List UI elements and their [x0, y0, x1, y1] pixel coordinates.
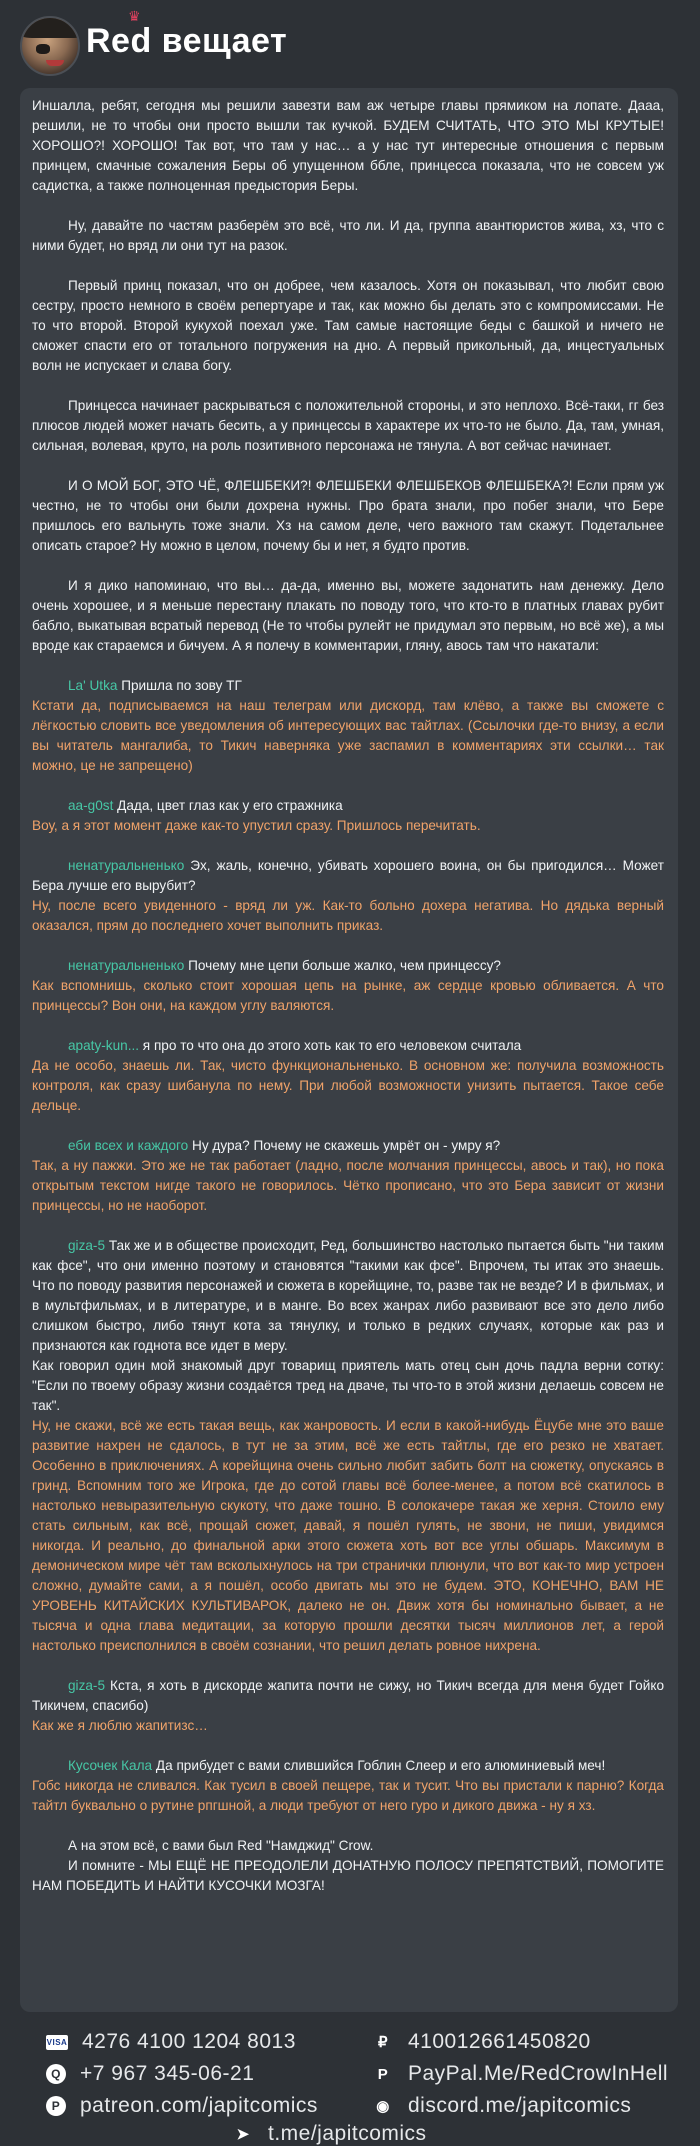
comment-block	[32, 1236, 664, 1656]
card-number: 4276 4100 1204 8013	[82, 2030, 296, 2053]
paypal-link[interactable]: PayPal.Me/RedCrowInHell	[408, 2062, 669, 2085]
comment-username: ненатуральненько	[68, 958, 185, 973]
comment-block	[32, 1136, 664, 1216]
comment-reply: Так, а ну пажжи. Это же не так работает (ладно, после молчания принцессы, авось и так), но пока открытым текстом нигде такого не говорилось. Чётко прописано, что это Бера зависит от жизни принцессы, но не наоборот.	[32, 1158, 664, 1213]
post-card	[20, 88, 678, 2012]
qiwi-icon: Q	[46, 2064, 66, 2084]
yoomoney-number: 410012661450820	[408, 2030, 591, 2053]
telegram-icon: ➤	[236, 2126, 250, 2143]
closing-appeal: И помните - МЫ ЕЩЁ НЕ ПРЕОДОЛЕЛИ ДОНАТНУЮ ПОЛОСУ ПРЕПЯТСТВИЙ, ПОМОГИТЕ НАМ ПОБЕДИТЬ И НАЙТИ КУСОЧКИ МОЗГА!	[32, 1858, 664, 1893]
patreon-link[interactable]: patreon.com/japitcomics	[80, 2094, 318, 2117]
closing-signature: А на этом всё, с вами был Red "Намджид" Crow.	[68, 1838, 374, 1853]
footer	[0, 2020, 700, 2146]
comment-text: giza-5 Кста, я хоть в дискорде жапита почти не сижу, но Тикич всегда для меня будет Гойко Тикичем, спасибо)	[32, 1678, 664, 1713]
comment-username: giza-5	[68, 1238, 106, 1253]
post-paragraph: Первый принц показал, что он добрее, чем казалось. Хотя он показывал, что любит свою сестру, просто немного в своём репертуаре и так, как можно бы делать это с компромиссами. Не то что второй. Второй кукухой поехал уже. Там самые настоящие беды с башкой и ничего не сможет спасти его от тотального погружения на дно. А первый прикольный, да, инцестуальных волн не испускает и слава богу.	[32, 278, 664, 373]
comment-reply: Воу, а я этот момент даже как-то упустил сразу. Пришлось перечитать.	[32, 818, 481, 833]
paypal-icon: P	[377, 2065, 389, 2083]
comment-username: giza-5	[68, 1678, 106, 1693]
card-number-row	[46, 2028, 296, 2056]
comment-reply: Да не особо, знаешь ли. Так, чисто функциональненько. В основном же: получила возможность контроля, как сразу шибанула по нему. При любой возможности унизить пытается. Такое себе дельце.	[32, 1058, 664, 1113]
comment-reply: Как вспомнишь, сколько стоит хорошая цепь на рынке, аж сердце кровью обливается. А что принцессы? Вон они, на каждом углу валяются.	[32, 978, 664, 1013]
comment-text-extra: Как говорил один мой знакомый друг товарищ приятель мать отец сын дочь падла верни сотку: "Если по твоему образу жизни создаётся тред на дваче, ты что-то в этой жизни делаешь совсем не так".	[32, 1358, 664, 1413]
paypal-row[interactable]	[372, 2060, 668, 2088]
comment-text: apaty-kun... я про то что она до этого хоть как то его человеком считала	[68, 1038, 522, 1053]
comment-block	[32, 676, 664, 776]
post-paragraph: Иншалла, ребят, сегодня мы решили завезти вам аж четыре главы прямиком на лопате. Дааа, решили, не то чтобы они просто вышли так кучкой. БУДЕМ СЧИТАТЬ, ЧТО ЭТО МЫ КРУТЫЕ! ХОРОШО?! ХОРОШО! Так вот, что там у нас… а у нас тут интересные отношения с первым принцем, смачные сожаления Беры об упущенном ббле, принцесса показала, что не совсем уж садистка, а также полноценная предыстория Беры.	[32, 98, 664, 193]
discord-row[interactable]	[372, 2092, 631, 2120]
comment-reply: Кстати да, подписываемся на наш телеграм или дискорд, там клёво, а также вы сможете с лёгкостью словить все уведомления об интересующих вас тайтлах. (Ссылочки где-то внизу, а если вы читатель мангалиба, то Тикич наверняка уже заспамил в комментариях эти ссылки… так можно, це не запрещено)	[32, 698, 664, 773]
comment-block	[32, 1676, 664, 1736]
comment-block	[32, 1036, 664, 1116]
yoomoney-icon: ₽	[377, 2034, 389, 2051]
comment-username: еби всех и каждого	[68, 1138, 189, 1153]
avatar	[20, 16, 80, 76]
comment-block	[32, 956, 664, 1016]
comment-block	[32, 796, 664, 836]
comment-text: ненатуральненько Почему мне цепи больше жалко, чем принцессу?	[68, 958, 501, 973]
comment-block	[32, 856, 664, 936]
comment-reply: Ну, не скажи, всё же есть такая вещь, как жанровость. И если в какой-нибудь Ёцубе мне это ваше развитие нахрен не сдалось, в тут не за этим, всё же есть тайтлы, где его резко не хватает. Особенно в приключениях. А корейщина очень сильно любит забить болт на сюжетку, опускаясь в гринд. Вспомним того же Игрока, где до сотой главы всё более-менее, а потом всё скатилось в настолько невыразительную скукоту, что даже тошно. В солокачере такая же херня. Стоило ему стать сильным, как всё, прощай сюжет, давай, я пошёл гулять, не звони, не пиши, увидимся никогда. И реально, до финальной арки этого сюжета хоть вот все углы обшарь. Максимум в демоническом мире чёт там всколыхнулось на три странички плюнули, что вот как-то мир устроен сложно, думайте сами, а я пошёл, особо двигать мы это не будем. ЭТО, КОНЕЧНО, ВАМ НЕ УРОВЕНЬ КИТАЙСКИХ КУЛЬТИВАРОК, далеко не он. Движ хотя бы номинально бывает, а не тысяча и одна глава медитации, за которую прошли десятки тысяч миллионов лет, а герой настолько преисполнился в своём сознании, что решил делать ровное нихрена.	[32, 1418, 664, 1653]
post-paragraph: И О МОЙ БОГ, ЭТО ЧЁ, ФЛЕШБЕКИ?! ФЛЕШБЕКИ ФЛЕШБЕКОВ ФЛЕШБЕКА?! Если прям уж честно, не то чтобы они были дохрена нужны. Про брата знали, про побег знали, что Бере пришлось его вальнуть тоже знали. Хз на самом деле, чего важного там скажут. Подетальнее описать старое? Ну можно в целом, почему бы и нет, я будто против.	[32, 478, 664, 553]
post-paragraph: Ну, давайте по частям разберём это всё, что ли. И да, группа авантюристов жива, хз, что с ними будет, но вряд ли они тут на разок.	[32, 218, 664, 253]
visa-icon: VISA	[46, 2035, 68, 2050]
comment-reply: Ну, после всего увиденного - вряд ли уж. Как-то больно дохера негатива. Но дядька верный оказался, прям до последнего хочет выполнить приказ.	[32, 898, 664, 933]
patreon-row[interactable]	[46, 2092, 318, 2120]
page-title: Red вещает	[86, 22, 288, 60]
comment-text: Кусочек Кала Да прибудет с вами слившийся Гоблин Слеер и его алюминиевый меч!	[68, 1758, 606, 1773]
comment-text: еби всех и каждого Ну дура? Почему не скажешь умрёт он - умру я?	[68, 1138, 501, 1153]
header	[0, 0, 700, 88]
yoomoney-row	[372, 2028, 591, 2056]
discord-link[interactable]: discord.me/japitcomics	[408, 2094, 632, 2117]
comment-username: ненатуральненько	[68, 858, 185, 873]
phone-row	[46, 2060, 254, 2088]
post-paragraph: Принцесса начинает раскрываться с положительной стороны, и это неплохо. Всё-таки, гг без плюсов людей может начать бесить, а у принцессы в характере их что-то не было. Да, там, умная, сильная, волевая, круто, на роль позитивного персонажа не тянула. А вот сейчас начинает.	[32, 398, 664, 453]
comment-username: apaty-kun...	[68, 1038, 140, 1053]
telegram-row[interactable]	[232, 2120, 427, 2146]
crown-icon: ♛	[128, 9, 141, 25]
comment-username: Кусочек Кала	[68, 1758, 153, 1773]
comment-text: giza-5 Так же и в обществе происходит, Ред, большинство настолько пытается быть "ни таким как фсе", что они именно поэтому и становятся "такими как фсе". Впрочем, ты итак это знаешь. Что по поводу развития персонажей и сюжета в корейщине, то, разве так не везде? И в фильмах, и в мультфильмах, и в литературе, и в манге. Во всех жанрах либо развивают все это дело либо слишком быстро, либо тянут кота за тянулку, и только в редких случаях, которые как раз и признаются как годнота все идет в меру.	[32, 1238, 664, 1353]
discord-icon: ◉	[376, 2098, 390, 2115]
comment-username: La' Utka	[68, 678, 118, 693]
comment-text: ненатуральненько Эх, жаль, конечно, убивать хорошего воина, он бы пригодился… Может Бера лучше его вырубит?	[32, 858, 664, 893]
telegram-link[interactable]: t.me/japitcomics	[268, 2122, 427, 2145]
comment-reply: Гобс никогда не сливался. Как тусил в своей пещере, так и тусит. Что вы пристали к парню? Когда тайтл буквально о рутине рпгшной, а люди требуют от него гуро и дикого движа - ну я хз.	[32, 1778, 664, 1813]
comment-block	[32, 1756, 664, 1816]
comment-username: aa-g0st	[68, 798, 114, 813]
phone-number: +7 967 345-06-21	[80, 2062, 255, 2085]
patreon-icon: P	[46, 2096, 66, 2116]
post-paragraph: И я дико напоминаю, что вы… да-да, именно вы, можете задонатить нам денежку. Дело очень хорошее, и я меньше перестану плакать по поводу того, что кто-то в платных главах рубит бабло, выкатывая всратый перевод (Не то чтобы рулейт не придумал это первым, но всё же), а мы вроде как стараемся и бичуем. А я полечу в комментарии, гляну, авось там что накатали:	[32, 578, 664, 653]
comment-text: La' Utka Пришла по зову ТГ	[68, 678, 242, 693]
comment-text: aa-g0st Дада, цвет глаз как у его стражника	[68, 798, 343, 813]
comment-reply: Как же я люблю жапитизс…	[32, 1718, 208, 1733]
